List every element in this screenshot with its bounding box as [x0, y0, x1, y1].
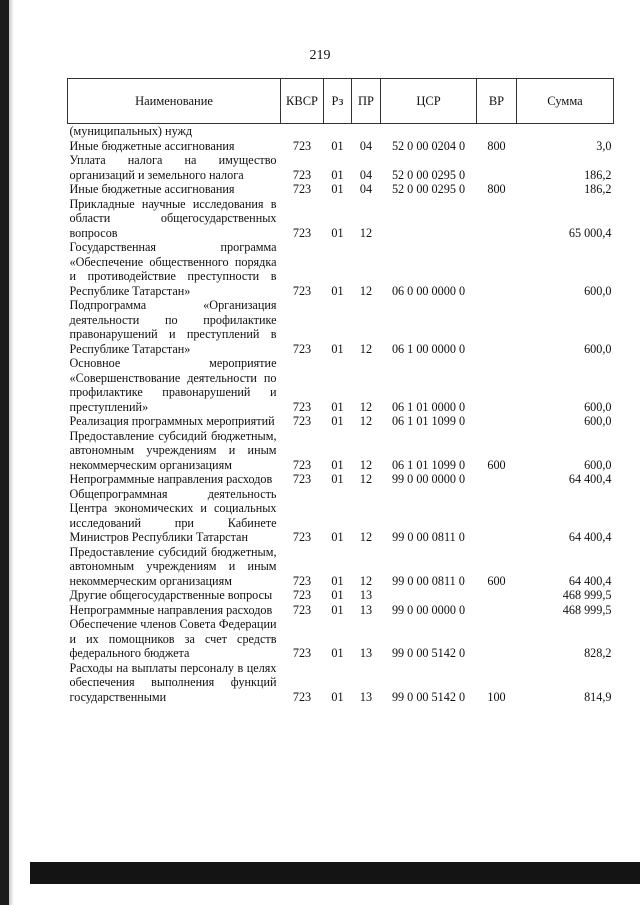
- row-csr: 06 1 01 1099 0: [391, 457, 466, 472]
- row-name: Государственная программа «Обеспечение общественного порядка и противодействие преступности в Республике Татарстан»: [69, 240, 277, 298]
- table-row: [68, 356, 614, 414]
- table-row: [68, 472, 614, 487]
- row-name: Уплата налога на имущество организаций и земельного налога: [69, 153, 277, 182]
- header-rz: Рз: [324, 79, 352, 124]
- row-rz: 01: [331, 414, 344, 428]
- row-vr: [477, 588, 517, 603]
- scan-edge-shadow: [9, 0, 14, 905]
- row-sum: 468 999,5: [562, 588, 612, 602]
- row-kvsr: 723: [292, 472, 312, 486]
- row-kvsr: 723: [292, 530, 312, 544]
- table-row: [68, 661, 614, 705]
- row-pr: 12: [359, 530, 373, 544]
- table-row: [68, 588, 614, 603]
- row-name: Общепрограммная деятельность Центра экономических и социальных исследований при Кабинете Министров Республики Татарстан: [69, 486, 277, 544]
- row-kvsr: 723: [292, 689, 312, 704]
- header-name: Наименование: [68, 79, 281, 124]
- table-row: [68, 298, 614, 356]
- row-rz: 01: [331, 588, 344, 602]
- row-name: Предоставление субсидий бюджетным, автономным учреждениям и иным некоммерческим организациям: [69, 428, 277, 472]
- table-row: [68, 487, 614, 545]
- table-row: [68, 429, 614, 473]
- row-csr: [381, 197, 477, 241]
- row-pr: 12: [359, 457, 373, 472]
- row-pr: 12: [359, 472, 373, 486]
- row-name: Иные бюджетные ассигнования: [69, 182, 235, 196]
- row-csr: [381, 588, 477, 603]
- table-row: [68, 603, 614, 618]
- row-vr: 600: [487, 457, 506, 472]
- row-kvsr: 723: [292, 225, 312, 240]
- table-row: [68, 124, 614, 139]
- table-header: [68, 79, 614, 124]
- row-vr: [477, 197, 517, 241]
- scan-edge-left: [0, 0, 9, 905]
- row-vr: [477, 472, 517, 487]
- row-kvsr: 723: [292, 341, 312, 356]
- row-name: Предоставление субсидий бюджетным, автономным учреждениям и иным некоммерческим организациям: [69, 544, 277, 588]
- row-name: (муниципальных) нужд: [69, 124, 193, 138]
- row-vr: [477, 617, 517, 661]
- header-csr: ЦСР: [381, 79, 477, 124]
- row-sum: 600,0: [584, 414, 612, 428]
- row-rz: 01: [331, 646, 344, 660]
- row-rz: 01: [331, 530, 344, 544]
- row-sum: 3,0: [596, 138, 612, 153]
- row-sum: 64 400,4: [568, 573, 612, 588]
- table-row: [68, 240, 614, 298]
- table-row: [68, 139, 614, 154]
- row-vr: [477, 240, 517, 298]
- row-name: Прикладные научные исследования в области общегосударственных вопросов: [69, 196, 277, 240]
- row-kvsr: 723: [292, 646, 312, 660]
- row-sum: 828,2: [584, 646, 612, 660]
- row-vr: [477, 603, 517, 618]
- row-sum: 600,0: [584, 399, 612, 414]
- row-vr: 600: [487, 573, 506, 588]
- row-rz: 01: [331, 472, 344, 486]
- row-sum: 468 999,5: [562, 602, 612, 617]
- row-csr: 52 0 00 0204 0: [391, 138, 466, 153]
- row-rz: 01: [331, 341, 344, 356]
- row-csr: 99 0 00 0000 0: [391, 602, 466, 617]
- row-sum: 64 400,4: [568, 530, 612, 544]
- row-pr: 13: [359, 689, 373, 704]
- row-kvsr: 723: [292, 457, 312, 472]
- row-pr: 13: [359, 588, 373, 602]
- budget-table: [67, 78, 614, 704]
- row-rz: 01: [331, 689, 344, 704]
- row-name: Подпрограмма «Организация деятельности по профилактике правонарушений и преступлений в Республике Татарстан»: [69, 298, 277, 356]
- row-vr: [477, 356, 517, 414]
- row-pr: 04: [359, 182, 373, 196]
- row-kvsr: 723: [292, 182, 312, 196]
- header-kvsr: КВСР: [281, 79, 324, 124]
- row-vr: 800: [487, 138, 506, 153]
- header-sum: Сумма: [517, 79, 614, 124]
- row-rz: 01: [331, 457, 344, 472]
- row-csr: 99 0 00 5142 0: [391, 689, 466, 704]
- row-vr: [477, 414, 517, 429]
- row-pr: 12: [359, 399, 373, 414]
- row-csr: 06 1 00 0000 0: [391, 341, 466, 356]
- table-row: [68, 153, 614, 182]
- row-kvsr: 723: [292, 414, 312, 428]
- row-sum: 600,0: [584, 341, 612, 356]
- table-row: [68, 197, 614, 241]
- row-rz: 01: [331, 225, 344, 240]
- row-rz: [324, 124, 352, 139]
- row-pr: 13: [359, 646, 373, 660]
- table-row: [68, 617, 614, 661]
- row-rz: 01: [331, 399, 344, 414]
- row-rz: 01: [331, 602, 344, 617]
- row-kvsr: 723: [292, 138, 312, 153]
- table-body: [68, 124, 614, 705]
- row-sum: 600,0: [584, 283, 612, 298]
- row-rz: 01: [331, 283, 344, 298]
- row-name: Обеспечение членов Совета Федерации и их помощников за счет средств федерального бюджета: [69, 617, 277, 660]
- row-sum: 600,0: [584, 457, 612, 472]
- row-pr: 04: [359, 138, 373, 153]
- row-kvsr: [281, 124, 324, 139]
- row-sum: 814,9: [584, 689, 612, 704]
- row-name: Реализация программных мероприятий: [69, 414, 275, 428]
- row-sum: 64 400,4: [568, 472, 612, 486]
- page-number: 219: [309, 48, 331, 63]
- row-vr: [477, 298, 517, 356]
- row-rz: 01: [331, 138, 344, 153]
- row-name: Непрограммные направления расходов: [69, 602, 273, 617]
- row-csr: 06 1 01 1099 0: [391, 414, 466, 428]
- row-csr: 99 0 00 0000 0: [391, 472, 466, 486]
- row-pr: 12: [359, 414, 373, 428]
- table-row: [68, 545, 614, 589]
- row-sum: 65 000,4: [568, 225, 612, 240]
- scan-edge-bottom: [30, 862, 640, 884]
- row-kvsr: 723: [292, 399, 312, 414]
- header-pr: ПР: [352, 79, 381, 124]
- row-name: Непрограммные направления расходов: [69, 472, 273, 486]
- row-vr: [477, 487, 517, 545]
- row-csr: [381, 124, 477, 139]
- row-name: Расходы на выплаты персоналу в целях обеспечения выполнения функций государственными: [69, 660, 277, 704]
- row-vr: 800: [487, 182, 506, 196]
- row-csr: 99 0 00 5142 0: [391, 646, 466, 660]
- row-pr: 12: [359, 573, 373, 588]
- row-rz: 01: [331, 167, 344, 182]
- row-name: Иные бюджетные ассигнования: [69, 138, 235, 153]
- row-sum: [517, 124, 614, 139]
- row-csr: 52 0 00 0295 0: [391, 182, 466, 196]
- row-kvsr: 723: [292, 573, 312, 588]
- row-pr: 12: [359, 283, 373, 298]
- row-kvsr: 723: [292, 588, 312, 602]
- header-vr: ВР: [477, 79, 517, 124]
- row-pr: 04: [359, 167, 373, 182]
- row-csr: 06 1 01 0000 0: [391, 399, 466, 414]
- table-row: [68, 414, 614, 429]
- row-csr: 99 0 00 0811 0: [392, 530, 465, 544]
- row-vr: 100: [487, 689, 506, 704]
- row-rz: 01: [331, 573, 344, 588]
- row-name: Основное мероприятие «Совершенствование деятельности по профилактике правонарушений и преступлений»: [69, 356, 277, 414]
- row-sum: 186,2: [584, 167, 612, 182]
- table-row: [68, 182, 614, 197]
- row-vr: [477, 124, 517, 139]
- row-sum: 186,2: [584, 182, 612, 196]
- row-pr: 12: [359, 341, 373, 356]
- row-rz: 01: [331, 182, 344, 196]
- row-kvsr: 723: [292, 167, 312, 182]
- row-csr: 06 0 00 0000 0: [391, 283, 466, 298]
- row-vr: [477, 153, 517, 182]
- row-csr: 99 0 00 0811 0: [392, 573, 465, 588]
- row-pr: [352, 124, 381, 139]
- row-kvsr: 723: [292, 283, 312, 298]
- row-pr: 13: [359, 602, 373, 617]
- row-pr: 12: [359, 225, 373, 240]
- row-name: Другие общегосударственные вопросы: [69, 588, 273, 602]
- row-kvsr: 723: [292, 602, 312, 617]
- row-csr: 52 0 00 0295 0: [391, 167, 466, 182]
